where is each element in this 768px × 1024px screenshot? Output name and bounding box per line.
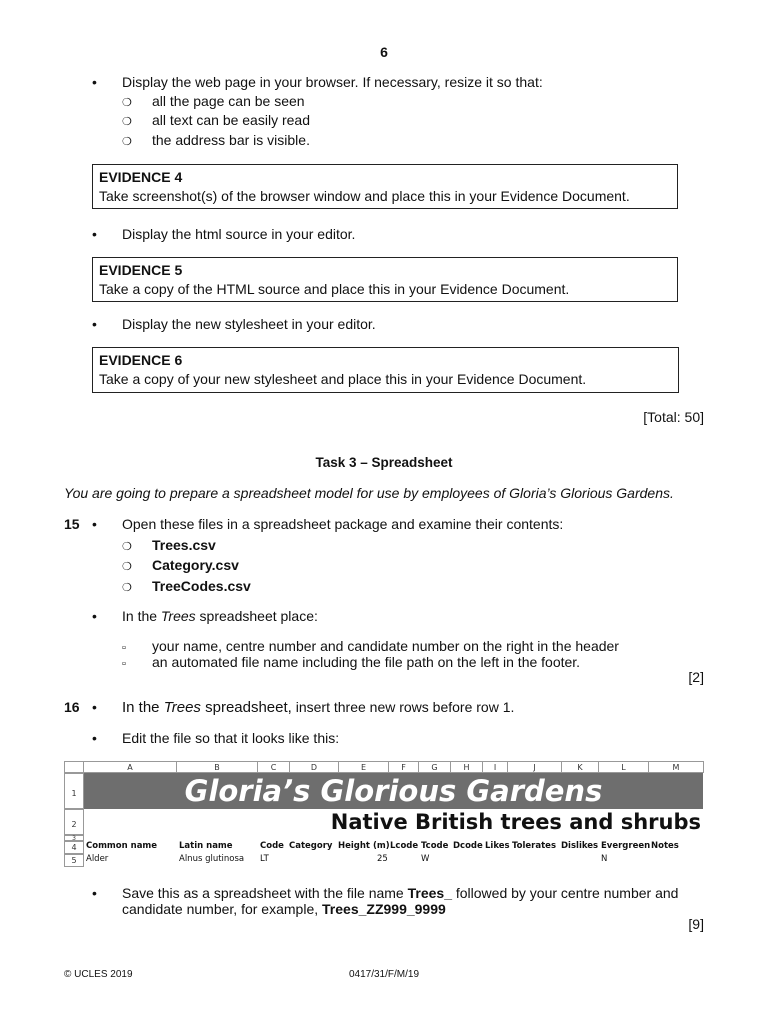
- header-cell: Category: [289, 841, 333, 851]
- data-cell: 25: [377, 854, 388, 864]
- col-header: D: [290, 761, 339, 773]
- header-cell: Tolerates: [512, 841, 557, 851]
- evidence-title: EVIDENCE 6: [99, 352, 183, 368]
- text: In the: [122, 699, 164, 716]
- sheet-title-cell: Gloria’s Glorious Gardens: [84, 773, 703, 809]
- text: insert three new rows before row 1.: [291, 699, 515, 715]
- task-intro: You are going to prepare a spreadsheet model for use by employees of Gloria’s Glorious Gardens.: [64, 485, 674, 501]
- sub-item: ❍ the address bar is visible.: [122, 132, 310, 148]
- save-line-2: [122, 901, 446, 917]
- file-item: ❍ Category.csv: [122, 557, 239, 573]
- col-header: L: [599, 761, 649, 773]
- text: spreadsheet place:: [195, 608, 318, 624]
- evidence-body: Take a copy of your new stylesheet and place this in your Evidence Document.: [99, 371, 587, 387]
- text: In the: [122, 608, 161, 624]
- place-item-text: your name, centre number and candidate number on the right in the header: [152, 638, 619, 654]
- header-cell: Notes: [651, 841, 679, 851]
- data-cell: Alnus glutinosa: [179, 854, 245, 864]
- sub-item-text: all the page can be seen: [152, 93, 305, 109]
- row-header: 3: [64, 835, 84, 841]
- mark-q15: [2]: [688, 669, 704, 685]
- task-title: Task 3 – Spreadsheet: [315, 455, 453, 470]
- bullet-html-source: • Display the html source in your editor.: [92, 226, 356, 242]
- col-header: H: [451, 761, 483, 773]
- page-number: 6: [380, 44, 388, 60]
- text: spreadsheet,: [200, 699, 292, 716]
- sheet-subtitle-cell: Native British trees and shrubs: [330, 810, 701, 834]
- total-marks: [Total: 50]: [643, 409, 704, 425]
- sub-item-text: all text can be easily read: [152, 112, 310, 128]
- bullet-text: Open these files in a spreadsheet package and examine their contents:: [122, 516, 564, 532]
- col-header: K: [562, 761, 599, 773]
- header-cell: Lcode: [390, 841, 419, 851]
- bullet-text: Display the web page in your browser. If necessary, resize it so that:: [122, 74, 543, 90]
- evidence-title: EVIDENCE 4: [99, 169, 183, 185]
- evidence-6-box: [92, 347, 679, 393]
- footer-copyright: © UCLES 2019: [64, 969, 133, 980]
- bullet-insert-rows: • In the Trees spreadsheet, insert three new rows before row 1.: [92, 699, 515, 716]
- sub-item: ❍ all text can be easily read: [122, 112, 310, 128]
- text: Save this as a spreadsheet with the file name: [122, 885, 408, 901]
- col-header: G: [419, 761, 451, 773]
- text: followed by your centre number and: [451, 885, 679, 901]
- header-cell: Likes: [485, 841, 510, 851]
- header-cell: Height (m): [338, 841, 390, 851]
- evidence-body: Take a copy of the HTML source and place this in your Evidence Document.: [99, 281, 570, 297]
- bullet-save: • Save this as a spreadsheet with the file name Trees_ followed by your centre number and: [92, 885, 679, 901]
- header-cell: Evergreen: [601, 841, 651, 851]
- mark-q16: [9]: [688, 916, 704, 932]
- row-header: 2: [64, 809, 84, 835]
- header-cell: Common name: [86, 841, 158, 851]
- header-cell: Dislikes: [561, 841, 599, 851]
- evidence-5-box: [92, 257, 678, 302]
- bullet-stylesheet: • Display the new stylesheet in your editor.: [92, 316, 376, 332]
- col-header: I: [483, 761, 508, 773]
- text-italic: Trees: [163, 699, 201, 716]
- question-number-16: 16: [64, 699, 80, 715]
- bullet-open-files: • Open these files in a spreadsheet package and examine their contents:: [92, 516, 564, 532]
- place-item: ▫ an automated file name including the file path on the left in the footer.: [122, 654, 581, 670]
- header-cell: Tcode: [421, 841, 449, 851]
- col-header: M: [649, 761, 704, 773]
- data-cell: Alder: [86, 854, 109, 864]
- header-cell: Dcode: [453, 841, 483, 851]
- corner-cell: [64, 761, 84, 773]
- spreadsheet-preview: [64, 761, 704, 867]
- row-header: 4: [64, 841, 84, 854]
- col-header: E: [339, 761, 389, 773]
- place-item-text: an automated file name including the file path on the left in the footer.: [152, 654, 581, 670]
- col-header: A: [84, 761, 177, 773]
- row-header: 5: [64, 854, 84, 867]
- col-header: J: [508, 761, 562, 773]
- header-cell: Code: [260, 841, 284, 851]
- file-name: Category.csv: [152, 557, 239, 573]
- data-cell: LT: [260, 854, 269, 864]
- sub-item: ❍ all the page can be seen: [122, 93, 305, 109]
- file-item: ❍ Trees.csv: [122, 537, 216, 553]
- text-italic: Trees: [160, 608, 196, 624]
- evidence-4-box: [92, 164, 678, 209]
- text: candidate number, for example,: [122, 901, 323, 917]
- data-cell: W: [421, 854, 430, 864]
- row-header: 1: [64, 773, 84, 809]
- file-name: Trees.csv: [152, 537, 216, 553]
- header-cell: Latin name: [179, 841, 233, 851]
- col-header: F: [389, 761, 419, 773]
- question-number-15: 15: [64, 516, 80, 532]
- col-header: B: [177, 761, 258, 773]
- sub-item-text: the address bar is visible.: [152, 132, 310, 148]
- data-cell: N: [601, 854, 608, 864]
- file-item: ❍ TreeCodes.csv: [122, 578, 251, 594]
- text-bold: Trees_ZZ999_9999: [322, 901, 446, 917]
- text-bold: Trees_: [407, 885, 452, 901]
- file-name: TreeCodes.csv: [152, 578, 251, 594]
- bullet-display-web: • Display the web page in your browser. If necessary, resize it so that:: [92, 74, 543, 90]
- bullet-text: Edit the file so that it looks like this:: [122, 730, 340, 746]
- evidence-title: EVIDENCE 5: [99, 262, 183, 278]
- evidence-body: Take screenshot(s) of the browser window and place this in your Evidence Document.: [99, 188, 630, 204]
- bullet-trees-place: • In the Trees spreadsheet place:: [92, 608, 318, 624]
- bullet-edit-file: • Edit the file so that it looks like this:: [92, 730, 340, 746]
- footer-code: 0417/31/F/M/19: [348, 969, 420, 980]
- bullet-text: Display the new stylesheet in your editor.: [122, 316, 376, 332]
- place-item: ▫ your name, centre number and candidate number on the right in the header: [122, 638, 619, 654]
- bullet-text: Display the html source in your editor.: [122, 226, 356, 242]
- col-header: C: [258, 761, 290, 773]
